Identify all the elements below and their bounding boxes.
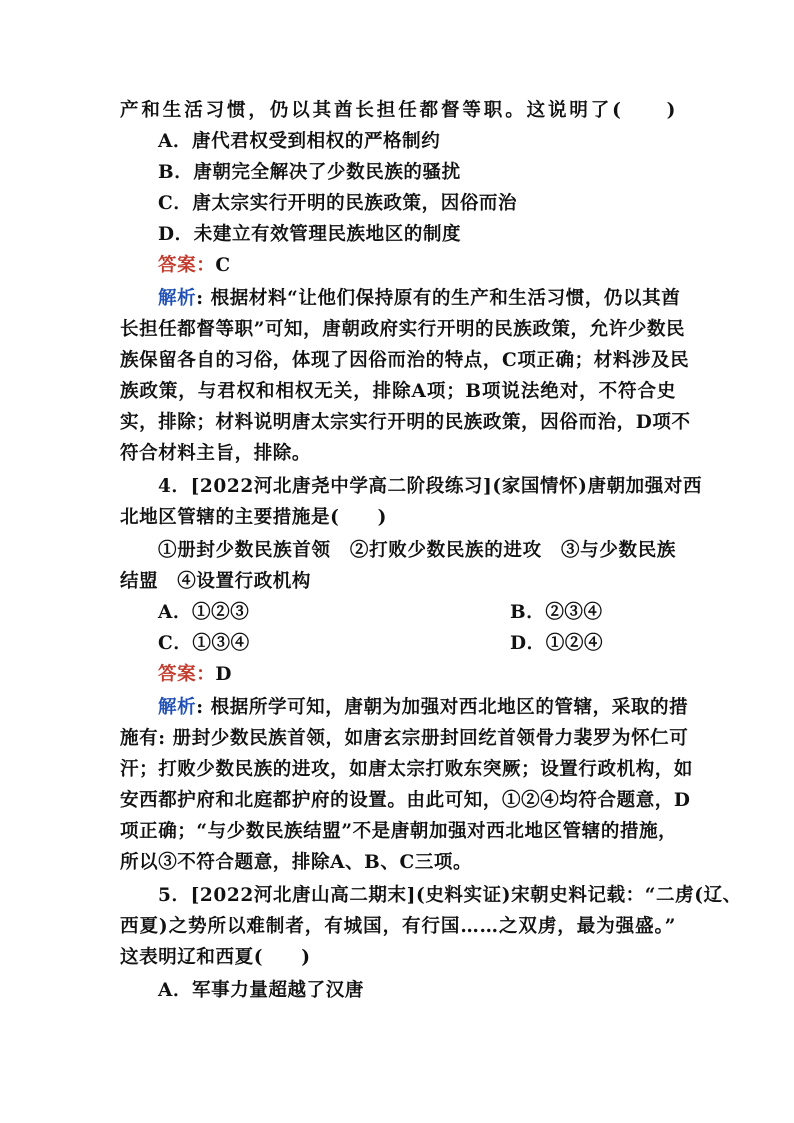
q4-option-b: B．②③④ <box>510 602 603 623</box>
answer-label: 答案： <box>158 664 216 685</box>
answer-value: D <box>215 664 232 685</box>
q3-analysis-line-3: 族保留各自的习俗，体现了因俗而治的特点，C项正确；材料涉及民 <box>120 350 690 371</box>
q4-stem-line-1: 4．[2022河北唐尧中学高二阶段练习](家国情怀)唐朝加强对西 <box>158 476 703 497</box>
q5-stem-line-2: 西夏)之势所以难制者，有城国，有行国……之双虏，最为强盛。” <box>120 916 676 937</box>
analysis-label: 解析 <box>158 288 197 309</box>
q4-option-d: D．①②④ <box>510 633 604 654</box>
q4-options-row-2 <box>158 628 676 660</box>
answer-value: C <box>215 255 231 276</box>
q4-options-row-1 <box>158 597 676 629</box>
q4-stem-line-2: 北地区管辖的主要措施是( ) <box>120 507 388 528</box>
q4-answer <box>158 659 676 691</box>
q3-stem-tail: 产和生活习惯，仍以其酋长担任都督等职。这说明了( ) <box>120 100 676 121</box>
q4-option-c: C．①③④ <box>158 633 250 654</box>
q4-option-a: A．①②③ <box>158 602 250 623</box>
q3-option-d: D．未建立有效管理民族地区的制度 <box>158 224 462 245</box>
q4-analysis-line-1: 解析: 根据所学可知，唐朝为加强对西北地区的管辖，采取的措 <box>158 697 689 718</box>
q3-analysis-line-4: 族政策，与君权和相权无关，排除A项；B项说法绝对，不符合史 <box>120 381 676 402</box>
q3-analysis-line-1: 解析: 根据材料“让他们保持原有的生产和生活习惯，仍以其酋 <box>158 288 681 309</box>
q4-analysis-line-6: 所以③不符合题意，排除A、B、C三项。 <box>120 852 473 873</box>
q3-analysis-line-2: 长担任都督等职”可知，唐朝政府实行开明的民族政策，允许少数民 <box>120 319 686 340</box>
q3-answer <box>158 250 676 282</box>
q3-option-b: B．唐朝完全解决了少数民族的骚扰 <box>158 162 461 183</box>
q5-option-a: A．军事力量超越了汉唐 <box>158 980 364 1001</box>
q3-analysis-line-5: 实，排除；材料说明唐太宗实行开明的民族政策，因俗而治，D项不 <box>120 412 691 433</box>
q4-analysis-line-2: 施有: 册封少数民族首领，如唐玄宗册封回纥首领骨力裴罗为怀仁可 <box>120 728 689 749</box>
q3-analysis-line-6: 符合材料主旨，排除。 <box>120 443 312 464</box>
q4-analysis-line-4: 安西都护府和北庭都护府的设置。由此可知，①②④均符合题意，D <box>120 790 691 811</box>
q5-stem-line-3: 这表明辽和西夏( ) <box>120 947 311 968</box>
q4-items-line-1: ①册封少数民族首领 ②打败少数民族的进攻 ③与少数民族 <box>158 540 676 561</box>
q5-stem-line-1: 5．[2022河北唐山高二期末](史料实证)宋朝史料记载：“二虏(辽、 <box>158 885 742 906</box>
answer-label: 答案： <box>158 255 216 276</box>
q3-option-c: C．唐太宗实行开明的民族政策，因俗而治 <box>158 193 518 214</box>
q4-analysis-line-5: 项正确；“与少数民族结盟”不是唐朝加强对西北地区管辖的措施， <box>120 821 678 842</box>
q3-option-a: A．唐代君权受到相权的严格制约 <box>158 131 441 152</box>
q4-analysis-line-3: 汗；打败少数民族的进攻，如唐太宗打败东突厥；设置行政机构，如 <box>120 759 694 780</box>
q4-items-line-2: 结盟 ④设置行政机构 <box>120 571 312 592</box>
analysis-label: 解析 <box>158 697 197 718</box>
